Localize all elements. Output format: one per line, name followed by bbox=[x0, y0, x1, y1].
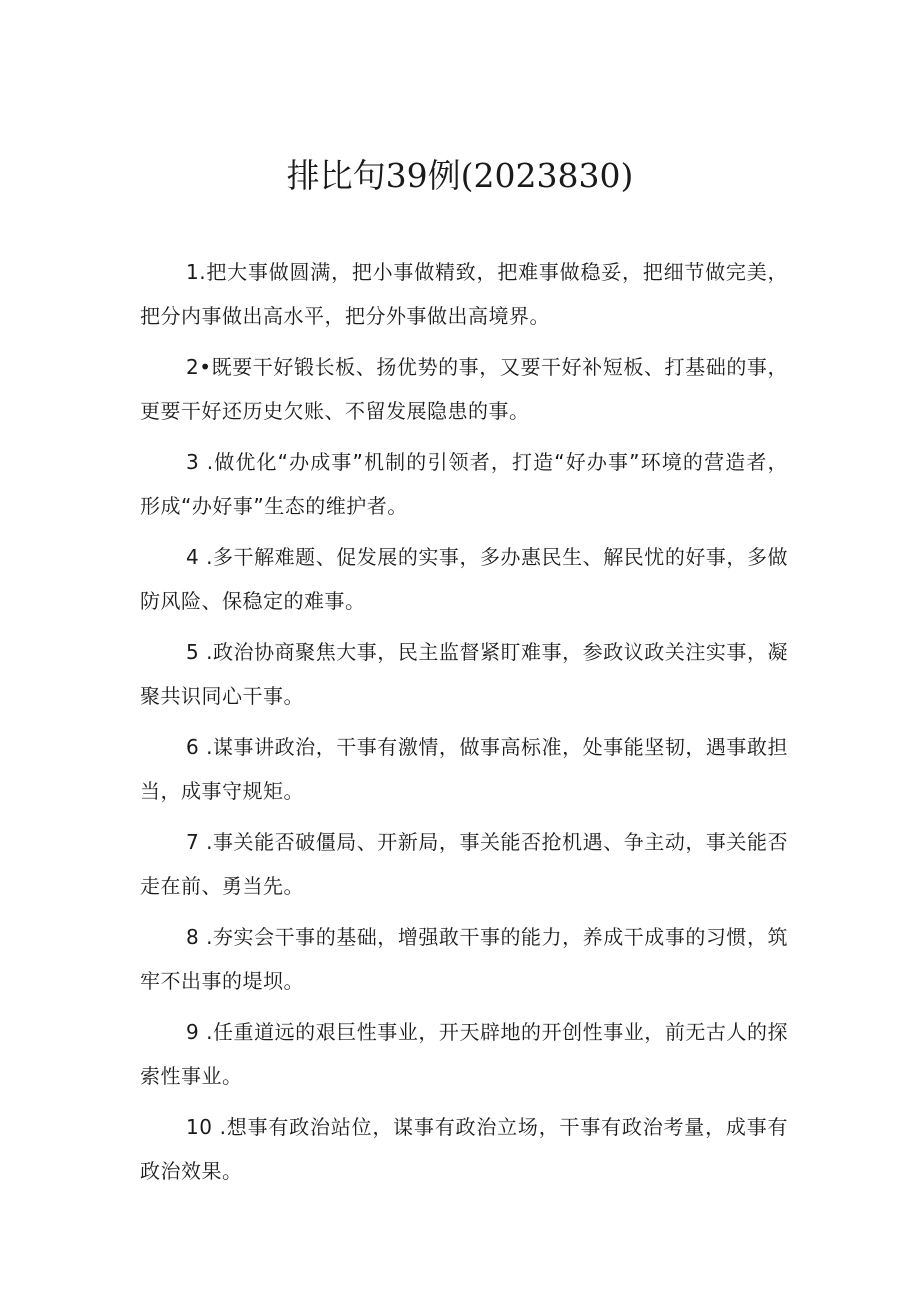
list-item bbox=[140, 250, 788, 338]
item-text: 事关能否破僵局、开新局，事关能否抢机遇、争主动，事关能否走在前、勇当先。 bbox=[140, 830, 788, 898]
item-number: 10 . bbox=[186, 1115, 227, 1139]
item-number: 5 . bbox=[186, 640, 213, 664]
item-number: 7 . bbox=[186, 830, 213, 854]
list-item bbox=[140, 1105, 788, 1193]
item-number: 6 . bbox=[186, 735, 213, 759]
document-body bbox=[140, 250, 788, 1200]
list-item bbox=[140, 630, 788, 718]
list-item bbox=[140, 440, 788, 528]
item-text: 做优化“办成事”机制的引领者，打造“好办事”环境的营造者，形成“办好事”生态的维护者。 bbox=[140, 450, 788, 518]
item-text: 谋事讲政治，干事有激情，做事高标准，处事能坚韧，遇事敢担当，成事守规矩。 bbox=[140, 735, 788, 803]
item-text: 多干解难题、促发展的实事，多办惠民生、解民忧的好事，多做防风险、保稳定的难事。 bbox=[140, 545, 788, 613]
item-number: 8 . bbox=[186, 925, 213, 949]
item-text: 夯实会干事的基础，增强敢干事的能力，养成干成事的习惯，筑牢不出事的堤坝。 bbox=[140, 925, 788, 993]
item-text: 既要干好锻长板、扬优势的事，又要干好补短板、打基础的事，更要干好还历史欠账、不留发展隐患的事。 bbox=[140, 355, 788, 423]
item-text: 政治协商聚焦大事，民主监督紧盯难事，参政议政关注实事，凝聚共识同心干事。 bbox=[140, 640, 788, 708]
list-item bbox=[140, 820, 788, 908]
item-number: 9 . bbox=[186, 1020, 213, 1044]
document-title: 排比句39例(2023830) bbox=[286, 156, 634, 195]
list-item bbox=[140, 1010, 788, 1098]
list-item bbox=[140, 915, 788, 1003]
item-number: 3 . bbox=[186, 450, 214, 474]
item-text: 任重道远的艰巨性事业，开天辟地的开创性事业，前无古人的探索性事业。 bbox=[140, 1020, 788, 1088]
list-item bbox=[140, 725, 788, 813]
item-number: 2• bbox=[186, 355, 212, 379]
item-text: 把大事做圆满，把小事做精致，把难事做稳妥，把细节做完美，把分内事做出高水平，把分外事做出高境界。 bbox=[140, 260, 788, 328]
item-number: 1. bbox=[186, 260, 207, 284]
item-number: 4 . bbox=[186, 545, 213, 569]
item-text: 想事有政治站位，谋事有政治立场，干事有政治考量，成事有政治效果。 bbox=[140, 1115, 788, 1183]
list-item bbox=[140, 345, 788, 433]
list-item bbox=[140, 535, 788, 623]
